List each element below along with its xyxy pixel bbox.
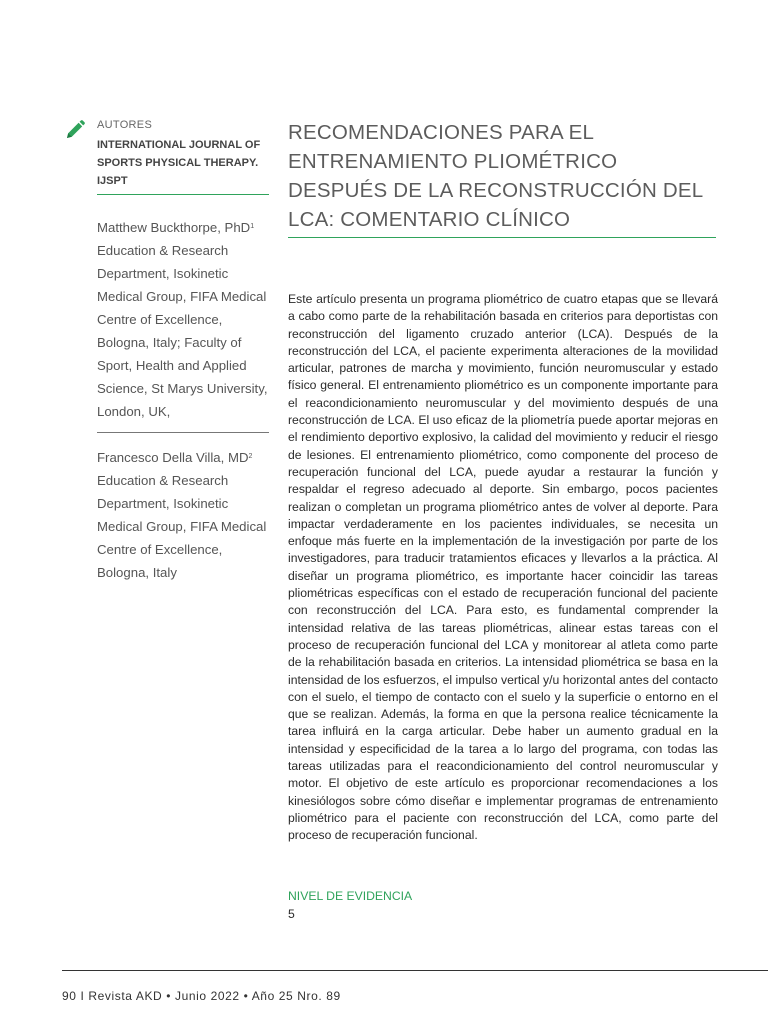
evidence-level-label: NIVEL DE EVIDENCIA bbox=[288, 889, 413, 903]
author-superscript: 1 bbox=[250, 223, 255, 230]
author-affiliation: Education & Research Department, Isokinetic Medical Group, FIFA Medical Centre of Excellence, Bologna, Italy; Faculty of Sport, Health and Applied Science, St Marys University, London, UK, bbox=[97, 243, 268, 419]
page-footer: 90 I Revista AKD • Junio 2022 • Año 25 Nro. 89 bbox=[62, 989, 341, 1003]
footer-divider bbox=[62, 970, 768, 971]
author-name: Francesco Della Villa, MD bbox=[97, 450, 249, 465]
pencil-icon bbox=[64, 119, 86, 141]
evidence-level-value: 5 bbox=[288, 907, 295, 921]
article-title: RECOMENDACIONES PARA EL ENTRENAMIENTO PLIOMÉTRICO DESPUÉS DE LA RECONSTRUCCIÓN DEL LCA: COMENTARIO CLÍNICO bbox=[288, 121, 703, 231]
sidebar-divider-green bbox=[97, 194, 269, 195]
title-divider bbox=[288, 237, 716, 238]
author-superscript: 2 bbox=[248, 453, 253, 460]
author-affiliation: Education & Research Department, Isokinetic Medical Group, FIFA Medical Centre of Excellence, Bologna, Italy bbox=[97, 473, 267, 580]
author-block-1 bbox=[97, 216, 269, 423]
article-abstract: Este artículo presenta un programa pliométrico de cuatro etapas que se llevará a cabo como parte de la rehabilitación basada en criterios para deportistas con reconstrucción del ligamento cruzado anterior (LCA). Después de la reconstrucción del LCA, el paciente experimenta alteraciones de la movilidad articular, patrones de marcha y movimiento, función neuromuscular y estado físico general. El entrenamiento pliométrico es un componente importante para el reacondicionamiento neuromuscular y del movimiento después de una reconstrucción de LCA. El uso eficaz de la pliometría puede aportar mejoras en el rendimiento deportivo explosivo, la calidad del movimiento y reducir el riesgo de lesiones. El entrenamiento pliométrico, como componente del proceso de recuperación funcional del LCA, puede ayudar a restaurar la función y respaldar el regreso adecuado al deporte. Sin embargo, pocos pacientes realizan o completan un programa pliométrico antes de volver al deporte. Para impactar verdaderamente en los pacientes individuales, se necesita un enfoque más fuerte en la implementación de la investigación por parte de los investigadores, para traducir tratamientos eficaces y llevarlos a la práctica. Al diseñar un programa pliométrico, es importante hacer coincidir las tareas pliométricas específicas con el estado de recuperación funcional del paciente con reconstrucción del LCA. Para esto, es fundamental comprender la intensidad relativa de las tareas pliométricas, alinear estas tareas con el proceso de recuperación funcional del LCA y monitorear al atleta como parte de la rehabilitación basada en criterios. La intensidad pliométrica se basa en la intensidad de los esfuerzos, el impulso vertical y/u horizontal antes del contacto con el suelo, el tiempo de contacto con el suelo y la superficie o entorno en el que se realizan. Además, la forma en que la persona realice técnicamente la tarea influirá en la carga articular. Debe haber un aumento gradual en la intensidad y especificidad de la tarea a lo largo del programa, con todas las tareas utilizadas para el reacondicionamiento del control neuromuscular y motor. El objetivo de este artículo es proporcionar recomendaciones a los kinesiólogos sobre cómo diseñar e implementar programas de entrenamiento pliométrico para el paciente con reconstrucción del LCA, como parte del proceso de recuperación funcional. bbox=[288, 292, 718, 843]
author-block-2 bbox=[97, 446, 269, 584]
author-name: Matthew Buckthorpe, PhD bbox=[97, 220, 251, 235]
journal-name: INTERNATIONAL JOURNAL OF SPORTS PHYSICAL THERAPY. IJSPT bbox=[97, 139, 261, 187]
authors-label: AUTORES bbox=[97, 119, 153, 131]
sidebar-divider-gray bbox=[97, 432, 269, 433]
